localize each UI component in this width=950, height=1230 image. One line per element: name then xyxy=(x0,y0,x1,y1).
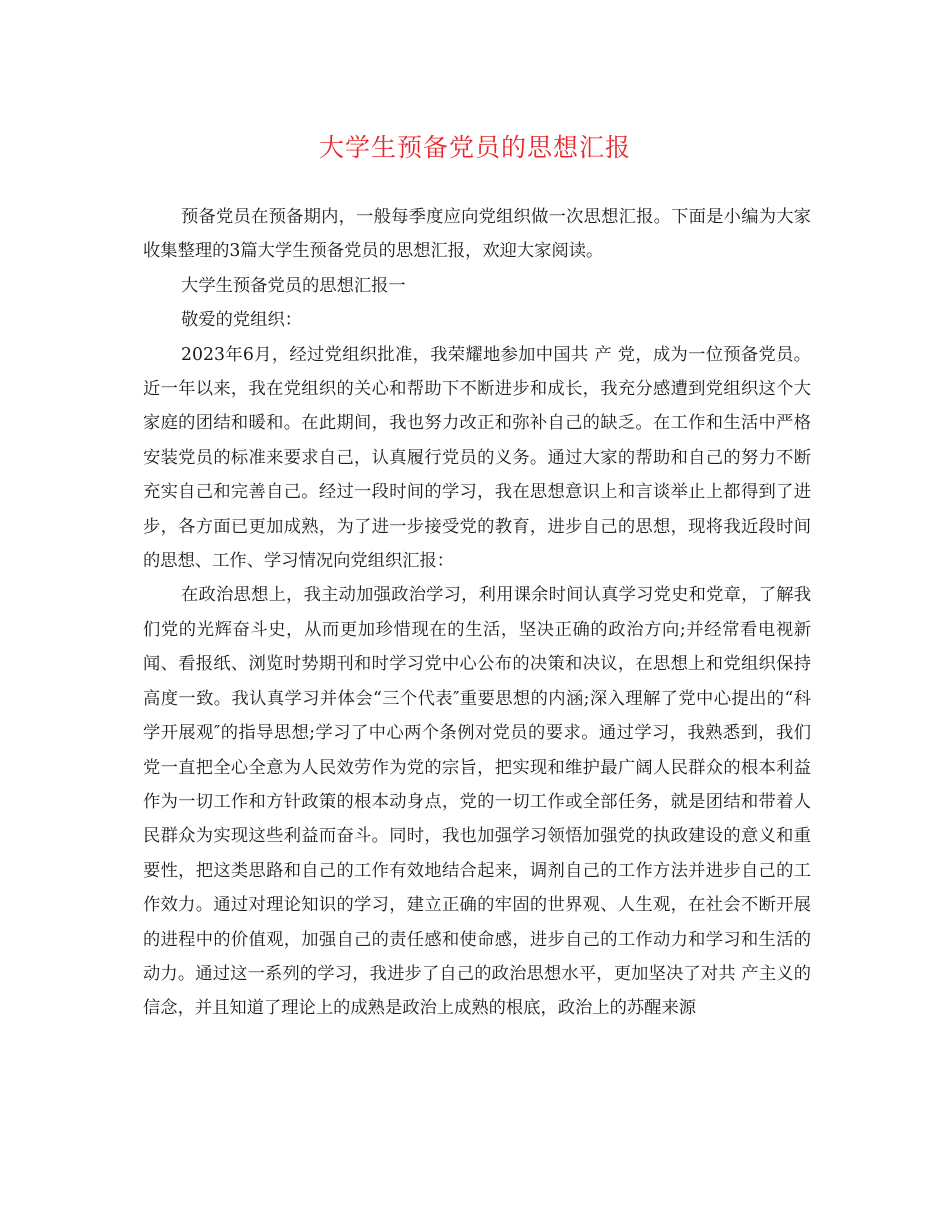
section-heading: 大学生预备党员的思想汇报一 xyxy=(181,275,406,296)
document-title: 大学生预备党员的思想汇报 xyxy=(318,133,631,162)
intro-paragraph: 预备党员在预备期内，一般每季度应向党组织做一次思想汇报。下面是小编为大家收集整理的3篇大学生预备党员的思想汇报，欢迎大家阅读。 xyxy=(143,207,811,262)
salutation: 敬爱的党组织： xyxy=(181,310,303,331)
body-paragraph: 在政治思想上，我主动加强政治学习，利用课余时间认真学习党史和党章，了解我们党的光辉奋斗史，从而更加珍惜现在的生活，坚决正确的政治方向;并经常看电视新闻、看报纸、浏览时势期刊和时学习党中心公布的决策和决议，在思想上和党组织保持高度一致。我认真学习并体会“三个代表″重要思想的内涵;深入理解了党中心提出的“科学开展观″的指导思想;学习了中心两个条例对党员的要求。通过学习，我熟悉到，我们党一直把全心全意为人民效劳作为党的宗旨，把实现和维护最广阔人民群众的根本利益作为一切工作和方针政策的根本动身点，党的一切工作或全部任务，就是团结和带着人民群众为实现这些利益而奋斗。同时，我也加强学习领悟加强党的执政建设的意义和重要性，把这类思路和自己的工作有效地结合起来，调剂自己的工作方法并进步自己的工作效力。通过对理论知识的学习，建立正确的牢固的世界观、人生观，在社会不断开展的进程中的价值观，加强自己的责任感和使命感，进步自己的工作动力和学习和生活的动力。通过这一系列的学习，我进步了自己的政治思想水平，更加坚决了对共 产主义的信念，并且知道了理论上的成熟是政治上成熟的根底，政治上的苏醒来源 xyxy=(143,585,811,1019)
body-paragraph: 2023年6月，经过党组织批准，我荣耀地参加中国共 产 党，成为一位预备党员。近一年以来，我在党组织的关心和帮助下不断进步和成长，我充分感遭到党组织这个大家庭的团结和暖和。在此期间，我也努力改正和弥补自己的缺乏。在工作和生活中严格安装党员的标准来要求自己，认真履行党员的义务。通过大家的帮助和自己的努力不断充实自己和完善自己。经过一段时间的学习，我在思想意识上和言谈举止上都得到了进步，各方面已更加成熟，为了进一步接受党的教育，进步自己的思想，现将我近段时间的思想、工作、学习情况向党组织汇报： xyxy=(143,344,811,572)
document-body xyxy=(143,200,811,1026)
